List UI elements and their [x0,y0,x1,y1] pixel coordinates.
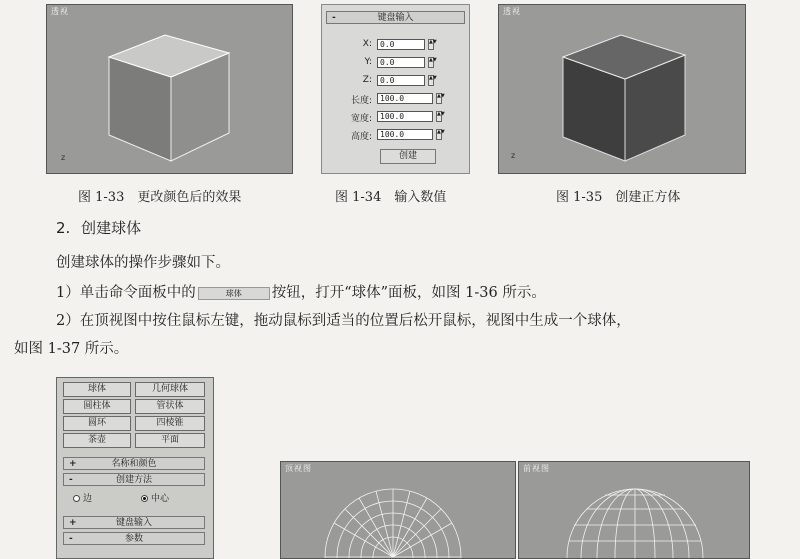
viewport-top [280,461,516,559]
name-color-rollout[interactable] [63,457,205,470]
viewport-label: 顶视图 [285,464,312,473]
viewport-front [518,461,750,559]
sphere-wireframe-front [519,462,750,559]
radio-selected-icon [141,495,148,502]
length-field[interactable]: 100.0 [377,93,433,104]
axis-label: z [61,153,66,162]
keyboard-entry-panel [321,4,470,174]
axis-label: z [511,151,516,160]
spinner-icon[interactable]: ▲▼ [428,57,434,68]
field-label-height: 高度: [350,132,372,142]
figure-caption: 图 1-33 更改颜色后的效果 [78,190,242,205]
step-2-line-1: 2）在顶视图中按住鼠标左键，拖动鼠标到适当的位置后松开鼠标，视图中生成一个球体， [56,313,631,329]
expand-icon: + [69,518,77,528]
radio-label: 中心 [151,494,170,504]
step-1-paragraph [56,282,546,304]
viewport-label: 透视 [51,7,69,16]
collapse-icon: - [332,13,336,23]
cube-render [47,5,293,174]
radio-label: 边 [83,494,93,504]
viewport-label: 透视 [503,7,521,16]
cylinder-button[interactable]: 圆柱体 [63,399,131,414]
rollout-title: 键盘输入 [377,13,414,23]
field-label-z: Z: [362,75,372,85]
spinner-icon[interactable]: ▲▼ [436,93,442,104]
tube-button[interactable]: 管状体 [135,399,205,414]
section-number: 2. [56,219,71,237]
radio-center[interactable] [141,491,169,504]
field-label-y: Y: [364,57,372,67]
rollout-title: 参数 [124,534,143,544]
cube-render [499,5,746,174]
step-1-text-before: 1）单击命令面板中的 [56,285,196,301]
expand-icon: + [69,459,77,469]
command-panel [56,377,214,559]
spinner-icon[interactable]: ▲▼ [428,75,434,86]
viewport-figure-1-33 [46,4,293,174]
spinner-icon[interactable]: ▲▼ [436,111,442,122]
collapse-icon: - [69,475,73,485]
keyboard-entry-rollout-header[interactable] [326,11,465,24]
width-field[interactable]: 100.0 [377,111,433,122]
teapot-button[interactable]: 茶壶 [63,433,131,448]
spinner-icon[interactable]: ▲▼ [436,129,442,140]
creation-method-rollout[interactable] [63,473,205,486]
viewport-figure-1-35 [498,4,746,174]
y-field[interactable]: 0.0 [377,57,425,68]
figure-caption: 图 1-35 创建正方体 [556,190,681,205]
viewport-label: 前视图 [523,464,550,473]
step-1-text-after: 按钮，打开“球体”面板，如图 1-36 所示。 [271,285,546,301]
parameters-rollout[interactable] [63,532,205,545]
spinner-icon[interactable]: ▲▼ [428,39,434,50]
figure-caption: 图 1-34 输入数值 [335,190,447,205]
step-2-line-2: 如图 1-37 所示。 [14,341,129,357]
rollout-title: 名称和颜色 [111,459,157,469]
x-field[interactable]: 0.0 [377,39,425,50]
section-title: 创建球体 [81,219,142,237]
field-label-length: 长度: [350,96,372,106]
geosphere-button[interactable]: 几何球体 [135,382,205,397]
create-button[interactable]: 创建 [380,149,436,164]
plane-button[interactable]: 平面 [135,433,205,448]
sphere-button-inline: 球体 [198,287,270,300]
pyramid-button[interactable]: 四棱锥 [135,416,205,431]
radio-icon [73,495,80,502]
keyboard-entry-rollout[interactable] [63,516,205,529]
intro-paragraph: 创建球体的操作步骤如下。 [56,255,230,271]
sphere-button[interactable]: 球体 [63,382,131,397]
torus-button[interactable]: 圆环 [63,416,131,431]
sphere-wireframe-top [281,462,516,559]
section-heading [56,217,141,238]
collapse-icon: - [69,534,73,544]
field-label-x: X: [362,39,372,49]
height-field[interactable]: 100.0 [377,129,433,140]
rollout-title: 键盘输入 [115,518,152,528]
radio-edge[interactable] [73,491,92,504]
field-label-width: 宽度: [350,114,372,124]
rollout-title: 创建方法 [115,475,152,485]
z-field[interactable]: 0.0 [377,75,425,86]
